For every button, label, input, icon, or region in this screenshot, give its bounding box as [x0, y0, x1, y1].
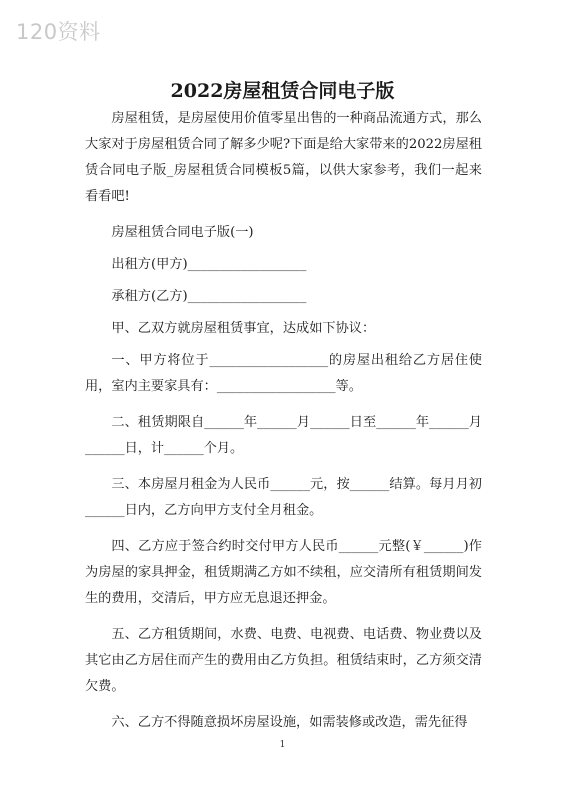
watermark: 120资料	[16, 20, 101, 44]
document-body	[85, 106, 482, 746]
page-number: 1	[279, 740, 286, 750]
agreement-line: 甲、乙双方就房屋租赁事宜，达成如下协议：	[111, 321, 376, 336]
clause-3: 三、本房屋月租金为人民币______元，按______结算。每月月初______日内，乙方向甲方支付全月租金。	[85, 477, 482, 518]
clause-2: 二、租赁期限自______年______月______日至______年______月______日，计______个月。	[85, 415, 482, 456]
document-title: 2022房屋租赁合同电子版	[170, 80, 395, 102]
clause-1: 一、甲方将位于__________________的房屋出租给乙方居住使用，室内主要家具有：__________________等。	[85, 353, 482, 394]
clause-5: 五、乙方租赁期间，水费、电费、电视费、电话费、物业费以及其它由乙方居住而产生的费用由乙方负担。租赁结束时，乙方须交清欠费。	[85, 627, 482, 694]
clause-4: 四、乙方应于签合约时交付甲方人民币______元整(￥______)作为房屋的家具押金，租赁期满乙方如不续租，应交清所有租赁期间发生的费用，交清后，甲方应无息退还押金。	[85, 539, 482, 606]
clause-6: 六、乙方不得随意损坏房屋设施，如需装修或改造，需先征得	[111, 715, 468, 730]
lessee-line: 承租方(乙方)__________________	[111, 289, 307, 304]
intro-paragraph: 房屋租赁，是房屋使用价值零星出售的一种商品流通方式，那么大家对于房屋租赁合同了解多少呢?下面是给大家带来的2022房屋租赁合同电子版_房屋租赁合同模板5篇，以供大家参考，我们一起来看看吧!	[85, 111, 482, 204]
lessor-line: 出租方(甲方)__________________	[111, 257, 307, 272]
contract-heading: 房屋租赁合同电子版(一)	[111, 225, 254, 240]
